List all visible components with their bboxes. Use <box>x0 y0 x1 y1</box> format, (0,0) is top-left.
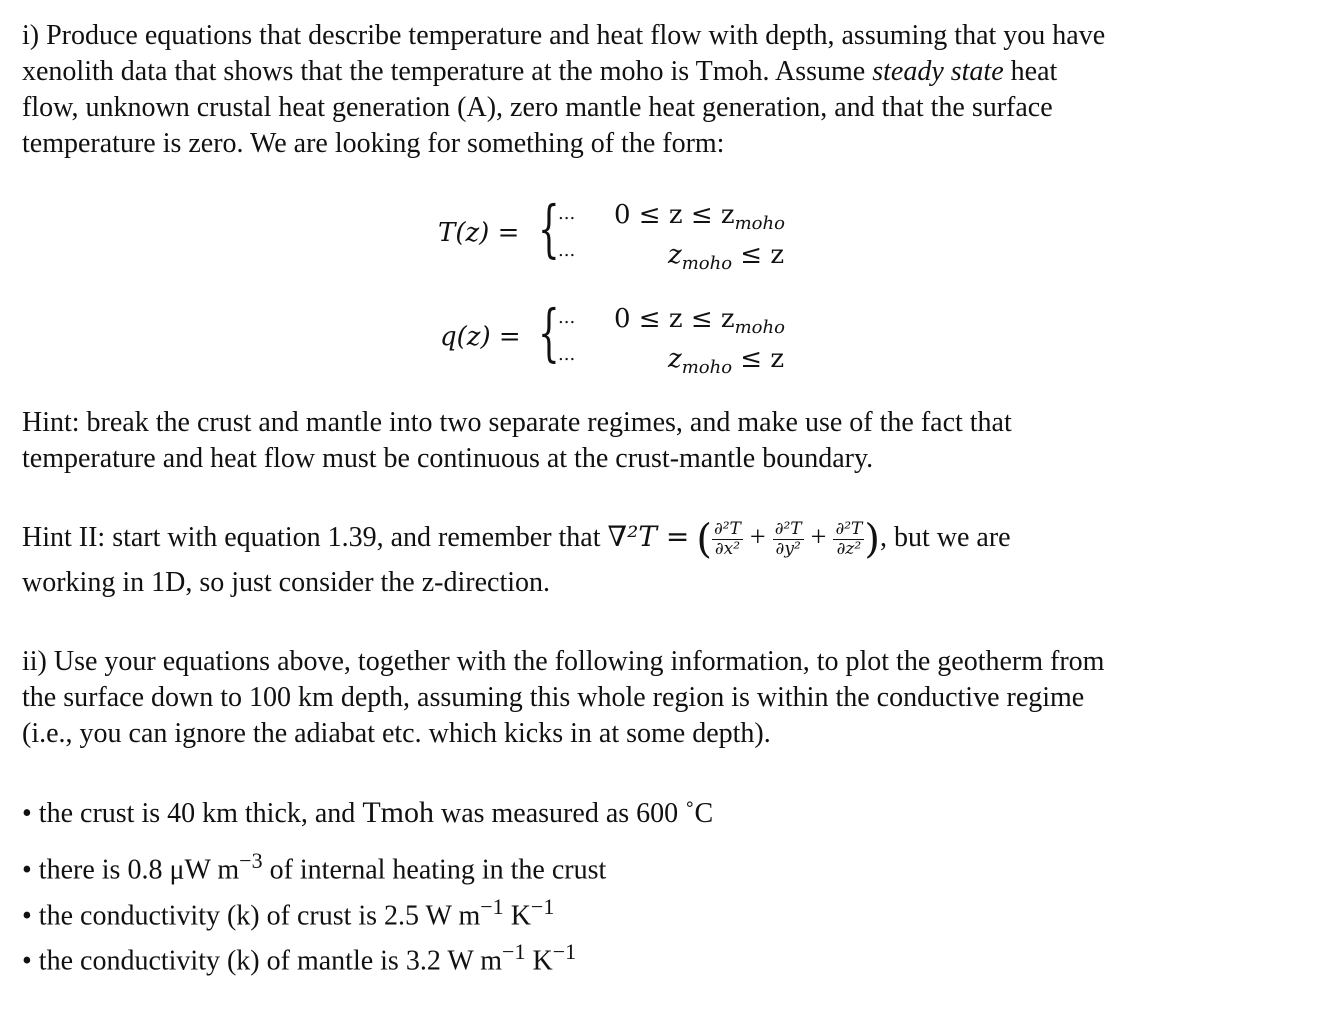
temperature-equation-lhs: T(z) = <box>438 218 520 248</box>
temperature-row2-expr: ... <box>558 240 576 261</box>
hint-2-text-before: Hint II: start with equation 1.39, and remember that <box>22 522 608 553</box>
temperature-row1-condition: $0 \le z \le z_{moho}$ <box>614 200 785 235</box>
fraction-y: $\frac{\text{∂²T}}{\text{∂y²}}$ <box>774 519 802 560</box>
tmoh-label: Tmoh <box>362 796 434 829</box>
part-i-line-2-text-b: heat <box>1003 56 1058 87</box>
temperature-row1-expr: ... <box>558 203 576 224</box>
part-i-line-2-text-a: xenolith data that shows that the temperature at the moho is Tmoh. Assume <box>22 56 873 87</box>
hint-1-line-2: temperature and heat flow must be continuous at the crust-mantle boundary. <box>22 443 874 474</box>
heat-flow-brace: { <box>538 296 560 369</box>
heat-flow-row2-expr: ... <box>558 344 576 365</box>
fraction-x: $\frac{\text{∂²T}}{\text{∂x²}}$ <box>713 519 741 560</box>
hint-2 <box>22 512 1312 601</box>
plus-sign-2: + <box>810 522 827 553</box>
hint-2-line-1 <box>22 512 1312 565</box>
hint-1-line-1: Hint: break the crust and mantle into two separate regimes, and make use of the fact that <box>22 407 1012 438</box>
heat-flow-row2-condition: $z_{moho} \le z$ <box>668 344 785 379</box>
temperature-brace: { <box>538 192 560 265</box>
part-i-paragraph <box>22 18 1312 162</box>
heat-flow-row1-expr: ... <box>558 307 576 328</box>
fraction-z: $\frac{\text{∂²T}}{\text{∂z²}}$ <box>835 519 863 560</box>
steady-state-emphasis: steady state <box>872 56 1004 87</box>
hint-1 <box>22 405 1312 477</box>
part-i-line-1: i) Produce equations that describe temperature and heat flow with depth, assuming that you have <box>22 20 1106 51</box>
bullet-mantle-conductivity: • the conductivity (k) of mantle is 3.2 W $m^{-1}$ $K^{-1}$ <box>22 939 577 977</box>
right-paren: ) <box>864 516 880 563</box>
plus-sign-1: + <box>749 522 766 553</box>
temperature-row2-condition: $z_{moho} \le z$ <box>668 240 785 275</box>
hint-2-text-after: , but we are <box>880 522 1011 553</box>
part-ii-line-1: ii) Use your equations above, together with the following information, to plot the geotherm from <box>22 646 1105 677</box>
part-ii-line-3: (i.e., you can ignore the adiabat etc. which kicks in at some depth). <box>22 718 771 749</box>
bullet-internal-heating: • there is 0.8 μW $m^{-3}$ of internal heating in the crust <box>22 848 607 886</box>
part-i-line-4: temperature is zero. We are looking for something of the form: <box>22 128 725 159</box>
part-i-line-3: flow, unknown crustal heat generation (A), zero mantle heat generation, and that the surface <box>22 92 1053 123</box>
part-ii-paragraph <box>22 644 1312 752</box>
left-paren: ( <box>696 516 712 563</box>
bullet-crust-thickness: • the crust is 40 km thick, and Tmoh was measured as 600 ˚C <box>22 796 714 829</box>
heat-flow-row1-condition: $0 \le z \le z_{moho}$ <box>614 304 785 339</box>
part-i-line-2 <box>22 54 1312 90</box>
heat-flow-equation-lhs: q(z) = <box>440 322 521 352</box>
bullet-crust-conductivity: • the conductivity (k) of crust is 2.5 W $m^{-1}$ $K^{-1}$ <box>22 894 555 932</box>
part-ii-line-2: the surface down to 100 km depth, assuming this whole region is within the conductive regime <box>22 682 1085 713</box>
hint-2-line-2: working in 1D, so just consider the z-direction. <box>22 566 551 598</box>
laplacian-expression: ∇²T = <box>607 520 690 553</box>
